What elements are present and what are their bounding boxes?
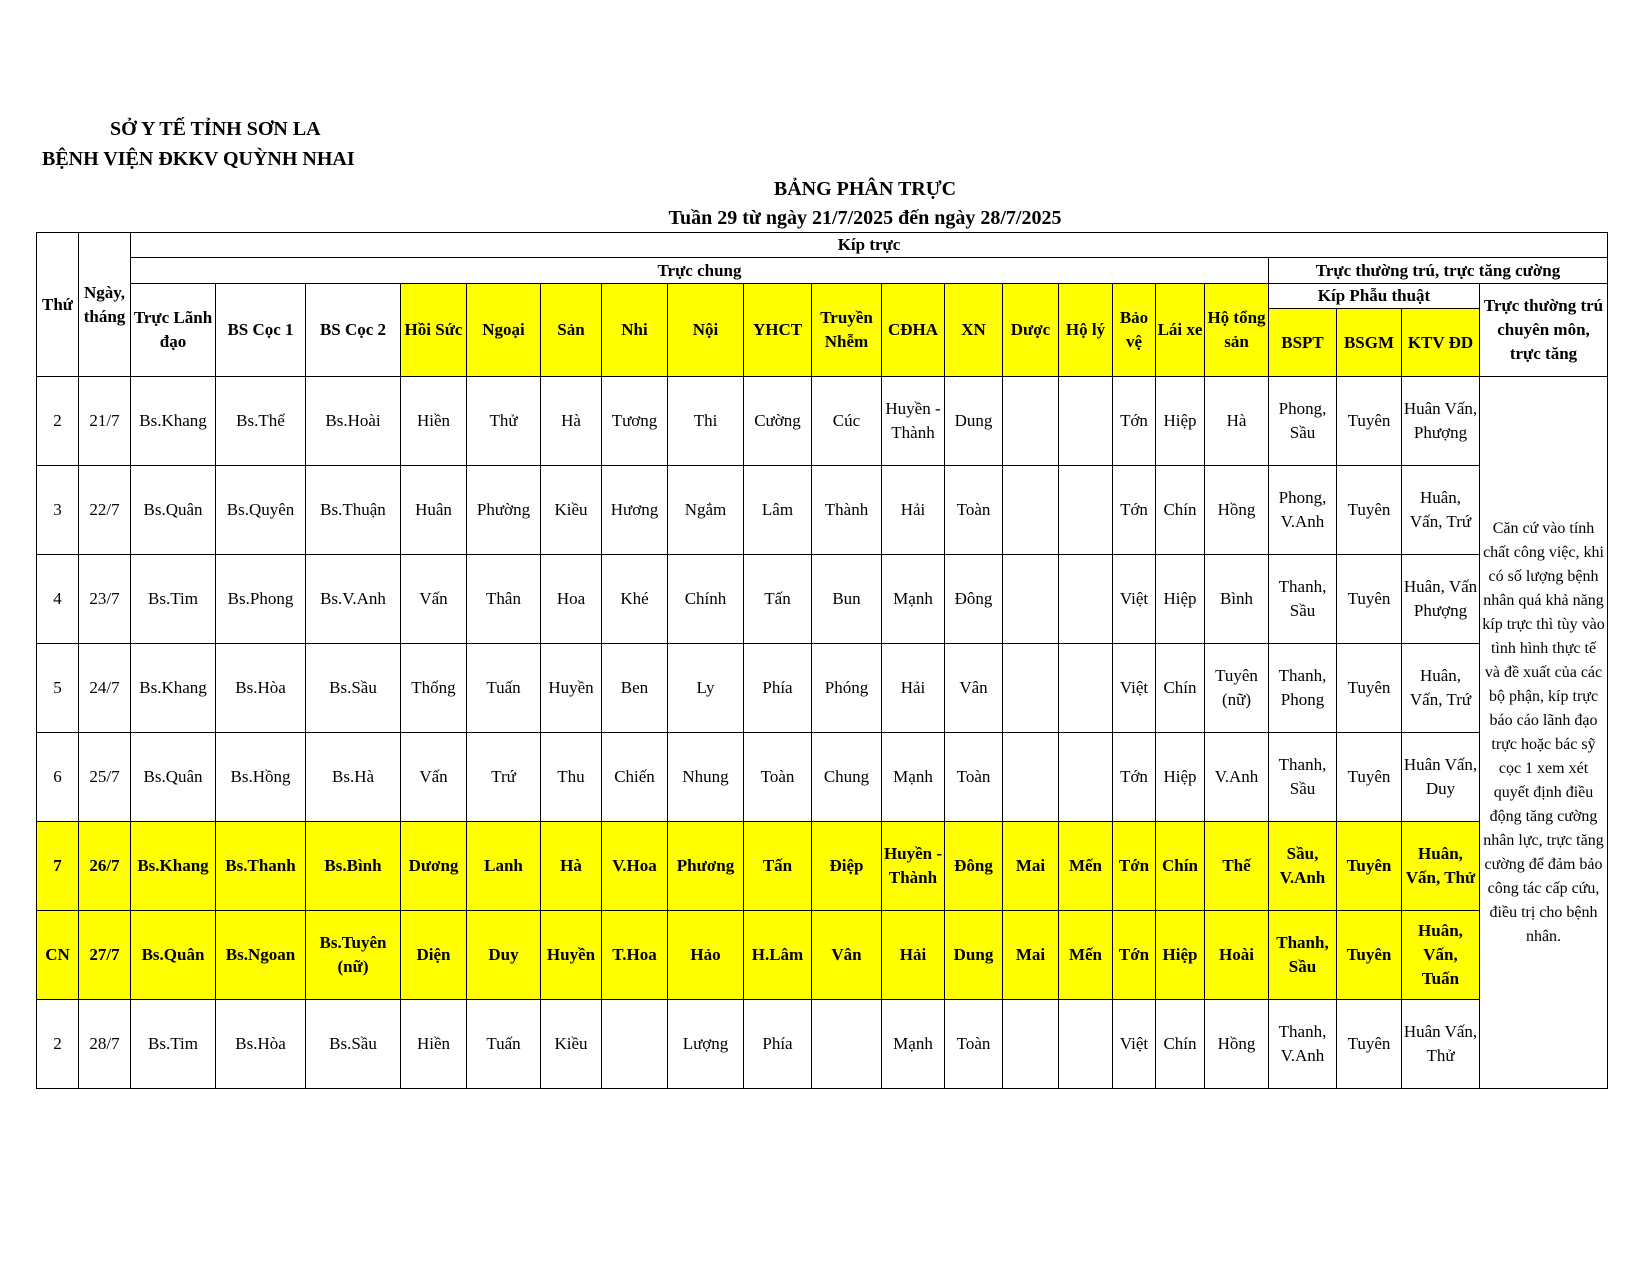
cell-duty: Hiệp bbox=[1156, 911, 1205, 1000]
cell-duty: Bs.Khang bbox=[131, 377, 216, 466]
cell-duty: Duy bbox=[467, 911, 541, 1000]
cell-duty: Vấn bbox=[401, 555, 467, 644]
col-xn: XN bbox=[945, 284, 1003, 377]
cell-duty: Huân, Vấn Phượng bbox=[1402, 555, 1480, 644]
cell-duty: Kiều bbox=[541, 466, 602, 555]
cell-duty: Bs.Hồng bbox=[216, 733, 306, 822]
duty-roster-table bbox=[36, 232, 1608, 1089]
col-truc-chuyen-mon: Trực thường trú chuyên môn, trực tăng bbox=[1480, 284, 1608, 377]
cell-duty: Cường bbox=[744, 377, 812, 466]
cell-duty: Tớn bbox=[1113, 911, 1156, 1000]
cell-duty: Vấn bbox=[401, 733, 467, 822]
cell-thu: 3 bbox=[37, 466, 79, 555]
note-cell: Căn cứ vào tính chất công việc, khi có số lượng bệnh nhân quá khả năng kíp trực thì tùy vào tình hình thực tế và đề xuất của các bộ phận, kíp trực báo cáo lãnh đạo trực hoặc bác sỹ cọc 1 xem xét quyết định điều động tăng cường nhân lực, trực tăng cường để đảm bảo công tác cấp cứu, điều trị cho bệnh nhân. bbox=[1480, 377, 1608, 1089]
cell-duty: Chín bbox=[1156, 822, 1205, 911]
cell-duty: Vân bbox=[945, 644, 1003, 733]
cell-thu: 4 bbox=[37, 555, 79, 644]
roster-row bbox=[37, 466, 1608, 555]
cell-duty: Dương bbox=[401, 822, 467, 911]
cell-duty: Hiệp bbox=[1156, 733, 1205, 822]
cell-duty: Huân bbox=[401, 466, 467, 555]
cell-duty: Bs.Bình bbox=[306, 822, 401, 911]
cell-duty: Huân, Vấn, Tuấn bbox=[1402, 911, 1480, 1000]
cell-duty: Tuyên bbox=[1337, 555, 1402, 644]
cell-duty: Bs.Khang bbox=[131, 822, 216, 911]
cell-duty: Ben bbox=[602, 644, 668, 733]
cell-duty: Bs.Quân bbox=[131, 733, 216, 822]
col-nhi: Nhi bbox=[602, 284, 668, 377]
cell-duty: Thi bbox=[668, 377, 744, 466]
col-hoi-suc: Hồi Sức bbox=[401, 284, 467, 377]
cell-duty: Bs.Thế bbox=[216, 377, 306, 466]
cell-duty bbox=[1003, 377, 1059, 466]
cell-duty: Tuyên (nữ) bbox=[1205, 644, 1269, 733]
cell-duty bbox=[1003, 555, 1059, 644]
roster-row bbox=[37, 911, 1608, 1000]
cell-duty: Tuyên bbox=[1337, 733, 1402, 822]
cell-duty: Thống bbox=[401, 644, 467, 733]
org-line-1: SỞ Y TẾ TỈNH SƠN LA bbox=[110, 118, 321, 140]
org-line-2: BỆNH VIỆN ĐKKV QUỲNH NHAI bbox=[42, 148, 355, 170]
cell-duty: Đông bbox=[945, 822, 1003, 911]
cell-duty: Phóng bbox=[812, 644, 882, 733]
cell-duty: Mai bbox=[1003, 911, 1059, 1000]
col-ho-ly: Hộ lý bbox=[1059, 284, 1113, 377]
cell-duty: Hiền bbox=[401, 377, 467, 466]
cell-duty: Hà bbox=[1205, 377, 1269, 466]
cell-duty: V.Anh bbox=[1205, 733, 1269, 822]
cell-ngay: 24/7 bbox=[79, 644, 131, 733]
cell-duty: Tấn bbox=[744, 555, 812, 644]
cell-duty: Khé bbox=[602, 555, 668, 644]
cell-duty: Điệp bbox=[812, 822, 882, 911]
cell-duty: Ngắm bbox=[668, 466, 744, 555]
cell-duty: Thanh, V.Anh bbox=[1269, 1000, 1337, 1089]
cell-duty: Chung bbox=[812, 733, 882, 822]
cell-duty: Việt bbox=[1113, 644, 1156, 733]
cell-duty bbox=[1003, 1000, 1059, 1089]
cell-duty bbox=[812, 1000, 882, 1089]
col-cdha: CĐHA bbox=[882, 284, 945, 377]
cell-duty: Huyền bbox=[541, 644, 602, 733]
cell-ngay: 25/7 bbox=[79, 733, 131, 822]
cell-duty bbox=[1059, 733, 1113, 822]
col-duoc: Dược bbox=[1003, 284, 1059, 377]
cell-duty: Dung bbox=[945, 377, 1003, 466]
cell-duty: Thanh, Sầu bbox=[1269, 733, 1337, 822]
document-subtitle: Tuần 29 từ ngày 21/7/2025 đến ngày 28/7/2025 bbox=[668, 207, 1062, 229]
roster-row bbox=[37, 733, 1608, 822]
col-truyen-nhem: Truyền Nhễm bbox=[812, 284, 882, 377]
cell-duty: Sầu, V.Anh bbox=[1269, 822, 1337, 911]
cell-duty: Bs.V.Anh bbox=[306, 555, 401, 644]
cell-duty: Bs.Quân bbox=[131, 466, 216, 555]
cell-duty: Tớn bbox=[1113, 377, 1156, 466]
cell-duty: Huân, Vấn, Trứ bbox=[1402, 644, 1480, 733]
roster-row bbox=[37, 1000, 1608, 1089]
cell-duty: Tớn bbox=[1113, 733, 1156, 822]
cell-duty: Mạnh bbox=[882, 555, 945, 644]
cell-duty: Huân, Vấn, Trứ bbox=[1402, 466, 1480, 555]
cell-duty: Bs.Khang bbox=[131, 644, 216, 733]
cell-duty: Phong, Sầu bbox=[1269, 377, 1337, 466]
cell-duty bbox=[1059, 1000, 1113, 1089]
col-bs-coc-1: BS Cọc 1 bbox=[216, 284, 306, 377]
col-thu-header: Thứ bbox=[37, 233, 79, 377]
cell-duty: Lâm bbox=[744, 466, 812, 555]
cell-duty: Việt bbox=[1113, 1000, 1156, 1089]
cell-duty: Thanh, Sầu bbox=[1269, 911, 1337, 1000]
cell-duty: Bs.Tim bbox=[131, 555, 216, 644]
cell-duty: Mến bbox=[1059, 822, 1113, 911]
col-lai-xe: Lái xe bbox=[1156, 284, 1205, 377]
col-ho-tong-san: Hộ tổng sản bbox=[1205, 284, 1269, 377]
col-san: Sản bbox=[541, 284, 602, 377]
group-truc-thuong-tru: Trực thường trú, trực tăng cường bbox=[1269, 258, 1608, 284]
cell-duty: Thử bbox=[467, 377, 541, 466]
cell-duty: Thanh, Sầu bbox=[1269, 555, 1337, 644]
cell-duty: Tuyên bbox=[1337, 466, 1402, 555]
cell-duty: Bs.Thuận bbox=[306, 466, 401, 555]
cell-duty: Bs.Hà bbox=[306, 733, 401, 822]
cell-duty: Huyền - Thành bbox=[882, 377, 945, 466]
cell-thu: CN bbox=[37, 911, 79, 1000]
cell-duty bbox=[1059, 555, 1113, 644]
cell-duty: Bun bbox=[812, 555, 882, 644]
cell-duty: Tương bbox=[602, 377, 668, 466]
cell-ngay: 27/7 bbox=[79, 911, 131, 1000]
cell-thu: 6 bbox=[37, 733, 79, 822]
cell-duty: Thu bbox=[541, 733, 602, 822]
col-ngoai: Ngoại bbox=[467, 284, 541, 377]
col-ktv-dd: KTV ĐD bbox=[1402, 309, 1480, 377]
cell-duty: Hà bbox=[541, 377, 602, 466]
cell-ngay: 26/7 bbox=[79, 822, 131, 911]
cell-duty: Bs.Hòa bbox=[216, 1000, 306, 1089]
group-kip-phau-thuat: Kíp Phẫu thuật bbox=[1269, 284, 1480, 309]
cell-duty: Mai bbox=[1003, 822, 1059, 911]
cell-duty: Huân Vấn, Thử bbox=[1402, 1000, 1480, 1089]
cell-duty: Mạnh bbox=[882, 733, 945, 822]
group-truc-chung: Trực chung bbox=[131, 258, 1269, 284]
cell-duty bbox=[1059, 644, 1113, 733]
cell-duty: Chính bbox=[668, 555, 744, 644]
cell-duty: Phía bbox=[744, 1000, 812, 1089]
roster-row bbox=[37, 822, 1608, 911]
cell-duty: Chín bbox=[1156, 466, 1205, 555]
cell-duty: Hảo bbox=[668, 911, 744, 1000]
document-title: BẢNG PHÂN TRỰC bbox=[773, 178, 957, 200]
cell-duty: Diện bbox=[401, 911, 467, 1000]
cell-duty: Phía bbox=[744, 644, 812, 733]
cell-duty: Việt bbox=[1113, 555, 1156, 644]
cell-duty: Hải bbox=[882, 644, 945, 733]
cell-duty: Hiền bbox=[401, 1000, 467, 1089]
roster-row bbox=[37, 644, 1608, 733]
cell-duty: Hải bbox=[882, 466, 945, 555]
cell-duty: Cúc bbox=[812, 377, 882, 466]
cell-duty: Bs.Hoài bbox=[306, 377, 401, 466]
cell-ngay: 23/7 bbox=[79, 555, 131, 644]
cell-duty: Tớn bbox=[1113, 466, 1156, 555]
cell-ngay: 21/7 bbox=[79, 377, 131, 466]
cell-duty: Hồng bbox=[1205, 466, 1269, 555]
col-truc-lanh-dao: Trực Lãnh đạo bbox=[131, 284, 216, 377]
cell-ngay: 28/7 bbox=[79, 1000, 131, 1089]
cell-duty: Huyền - Thành bbox=[882, 822, 945, 911]
cell-thu: 2 bbox=[37, 1000, 79, 1089]
cell-ngay: 22/7 bbox=[79, 466, 131, 555]
cell-duty: Chín bbox=[1156, 644, 1205, 733]
col-noi: Nội bbox=[668, 284, 744, 377]
cell-duty: Chín bbox=[1156, 1000, 1205, 1089]
cell-duty: Đông bbox=[945, 555, 1003, 644]
cell-duty: Hải bbox=[882, 911, 945, 1000]
cell-duty: Ly bbox=[668, 644, 744, 733]
cell-thu: 7 bbox=[37, 822, 79, 911]
cell-duty: Hoa bbox=[541, 555, 602, 644]
cell-duty: Thân bbox=[467, 555, 541, 644]
cell-duty: Phong, V.Anh bbox=[1269, 466, 1337, 555]
cell-duty: Tuấn bbox=[467, 1000, 541, 1089]
col-bs-coc-2: BS Cọc 2 bbox=[306, 284, 401, 377]
cell-duty: Tuyên bbox=[1337, 1000, 1402, 1089]
cell-duty: Bs.Tim bbox=[131, 1000, 216, 1089]
cell-duty: Vân bbox=[812, 911, 882, 1000]
cell-duty: Hà bbox=[541, 822, 602, 911]
group-kip-truc: Kíp trực bbox=[131, 233, 1608, 258]
col-ngay-header: Ngày, tháng bbox=[79, 233, 131, 377]
cell-duty: Tuyên bbox=[1337, 822, 1402, 911]
cell-duty: Dung bbox=[945, 911, 1003, 1000]
cell-duty: Hương bbox=[602, 466, 668, 555]
cell-duty: Bs.Sầu bbox=[306, 1000, 401, 1089]
cell-duty: Thế bbox=[1205, 822, 1269, 911]
cell-duty: Mến bbox=[1059, 911, 1113, 1000]
cell-duty: Huân Vấn, Phượng bbox=[1402, 377, 1480, 466]
cell-duty: Bs.Sầu bbox=[306, 644, 401, 733]
cell-duty: Tuấn bbox=[467, 644, 541, 733]
cell-duty: Huân Vấn, Duy bbox=[1402, 733, 1480, 822]
cell-duty: Bs.Tuyên (nữ) bbox=[306, 911, 401, 1000]
cell-duty: Chiến bbox=[602, 733, 668, 822]
cell-duty: Lượng bbox=[668, 1000, 744, 1089]
cell-duty: Thành bbox=[812, 466, 882, 555]
col-bao-ve: Bảo vệ bbox=[1113, 284, 1156, 377]
cell-duty: Bs.Quyên bbox=[216, 466, 306, 555]
cell-duty: Lanh bbox=[467, 822, 541, 911]
cell-duty: V.Hoa bbox=[602, 822, 668, 911]
cell-thu: 5 bbox=[37, 644, 79, 733]
col-yhct: YHCT bbox=[744, 284, 812, 377]
cell-duty: Kiều bbox=[541, 1000, 602, 1089]
col-bspt: BSPT bbox=[1269, 309, 1337, 377]
cell-duty: Tớn bbox=[1113, 822, 1156, 911]
roster-row bbox=[37, 555, 1608, 644]
cell-duty: Toàn bbox=[945, 1000, 1003, 1089]
cell-duty bbox=[1003, 644, 1059, 733]
cell-duty: Trứ bbox=[467, 733, 541, 822]
cell-duty: Hồng bbox=[1205, 1000, 1269, 1089]
cell-duty: Bs.Ngoan bbox=[216, 911, 306, 1000]
cell-duty: Toàn bbox=[945, 733, 1003, 822]
cell-duty bbox=[1059, 466, 1113, 555]
cell-duty bbox=[1003, 733, 1059, 822]
cell-duty: Thanh, Phong bbox=[1269, 644, 1337, 733]
cell-duty: Huân, Vấn, Thử bbox=[1402, 822, 1480, 911]
cell-duty: Phương bbox=[668, 822, 744, 911]
cell-duty bbox=[1059, 377, 1113, 466]
cell-duty: Tấn bbox=[744, 822, 812, 911]
cell-duty: Tuyên bbox=[1337, 911, 1402, 1000]
cell-duty: Bs.Hòa bbox=[216, 644, 306, 733]
roster-row bbox=[37, 377, 1608, 466]
cell-duty: Phường bbox=[467, 466, 541, 555]
cell-duty: H.Lâm bbox=[744, 911, 812, 1000]
cell-duty: Tuyên bbox=[1337, 377, 1402, 466]
col-bsgm: BSGM bbox=[1337, 309, 1402, 377]
cell-duty: T.Hoa bbox=[602, 911, 668, 1000]
cell-duty: Hiệp bbox=[1156, 377, 1205, 466]
cell-thu: 2 bbox=[37, 377, 79, 466]
cell-duty: Bs.Thanh bbox=[216, 822, 306, 911]
cell-duty: Bs.Quân bbox=[131, 911, 216, 1000]
cell-duty: Nhung bbox=[668, 733, 744, 822]
cell-duty: Toàn bbox=[744, 733, 812, 822]
cell-duty: Hiệp bbox=[1156, 555, 1205, 644]
cell-duty: Tuyên bbox=[1337, 644, 1402, 733]
cell-duty bbox=[1003, 466, 1059, 555]
cell-duty: Hoài bbox=[1205, 911, 1269, 1000]
cell-duty: Huyền bbox=[541, 911, 602, 1000]
cell-duty: Bs.Phong bbox=[216, 555, 306, 644]
cell-duty bbox=[602, 1000, 668, 1089]
cell-duty: Mạnh bbox=[882, 1000, 945, 1089]
cell-duty: Bình bbox=[1205, 555, 1269, 644]
cell-duty: Toàn bbox=[945, 466, 1003, 555]
